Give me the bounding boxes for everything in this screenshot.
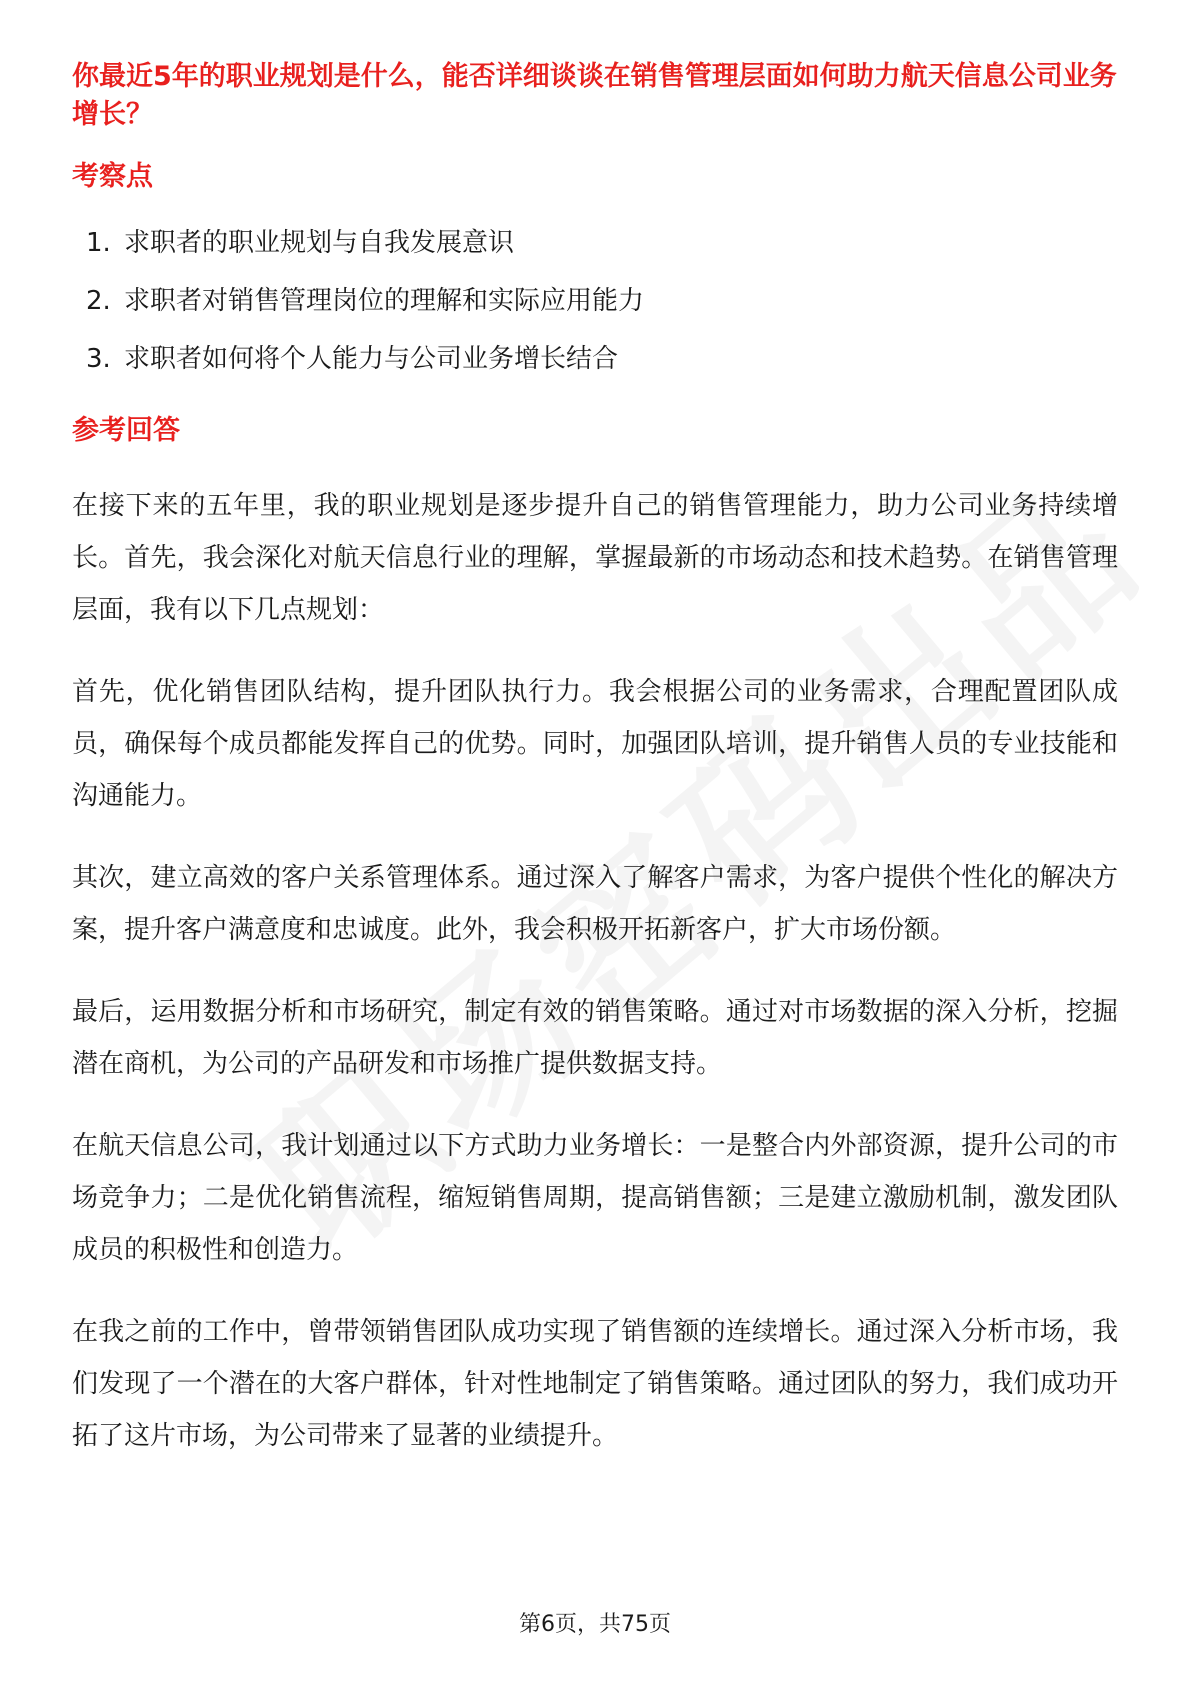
focus-heading: 考察点 [72, 161, 153, 192]
list-item-number: 2. [86, 286, 111, 316]
answer-body [72, 480, 1118, 1462]
list-item-text: 求职者如何将个人能力与公司业务增长结合 [124, 344, 619, 374]
answer-paragraph: 在接下来的五年里，我的职业规划是逐步提升自己的销售管理能力，助力公司业务持续增长。首先，我会深化对航天信息行业的理解，掌握最新的市场动态和技术趋势。在销售管理层面，我有以下几点规划： [72, 491, 1118, 625]
page-footer [0, 1610, 1190, 1640]
answer-paragraph: 首先，优化销售团队结构，提升团队执行力。我会根据公司的业务需求，合理配置团队成员，确保每个成员都能发挥自己的优势。同时，加强团队培训，提升销售人员的专业技能和沟通能力。 [72, 677, 1118, 811]
answer-heading: 参考回答 [72, 415, 180, 446]
answer-paragraph: 在我之前的工作中，曾带领销售团队成功实现了销售额的连续增长。通过深入分析市场，我们发现了一个潜在的大客户群体，针对性地制定了销售策略。通过团队的努力，我们成功开拓了这片市场，为公司带来了显著的业绩提升。 [72, 1317, 1118, 1451]
question-title: 你最近5年的职业规划是什么，能否详细谈谈在销售管理层面如何助力航天信息公司业务增长？ [72, 61, 1117, 130]
answer-paragraph: 在航天信息公司，我计划通过以下方式助力业务增长：一是整合内外部资源，提升公司的市场竞争力；二是优化销售流程，缩短销售周期，提高销售额；三是建立激励机制，激发团队成员的积极性和创造力。 [72, 1131, 1118, 1265]
answer-paragraph: 最后，运用数据分析和市场研究，制定有效的销售策略。通过对市场数据的深入分析，挖掘潜在商机，为公司的产品研发和市场推广提供数据支持。 [72, 997, 1118, 1079]
page-number: 第6页，共75页 [519, 1612, 671, 1637]
focus-list [72, 224, 1118, 378]
answer-paragraph: 其次，建立高效的客户关系管理体系。通过深入了解客户需求，为客户提供个性化的解决方案，提升客户满意度和忠诚度。此外，我会积极开拓新客户，扩大市场份额。 [72, 863, 1118, 945]
list-item-number: 3. [86, 344, 111, 374]
list-item-number: 1. [86, 228, 111, 258]
list-item-text: 求职者对销售管理岗位的理解和实际应用能力 [124, 286, 645, 316]
list-item [72, 340, 1118, 378]
list-item [72, 282, 1118, 320]
list-item [72, 224, 1118, 262]
list-item-text: 求职者的职业规划与自我发展意识 [124, 228, 515, 258]
document-page [72, 58, 1118, 1462]
